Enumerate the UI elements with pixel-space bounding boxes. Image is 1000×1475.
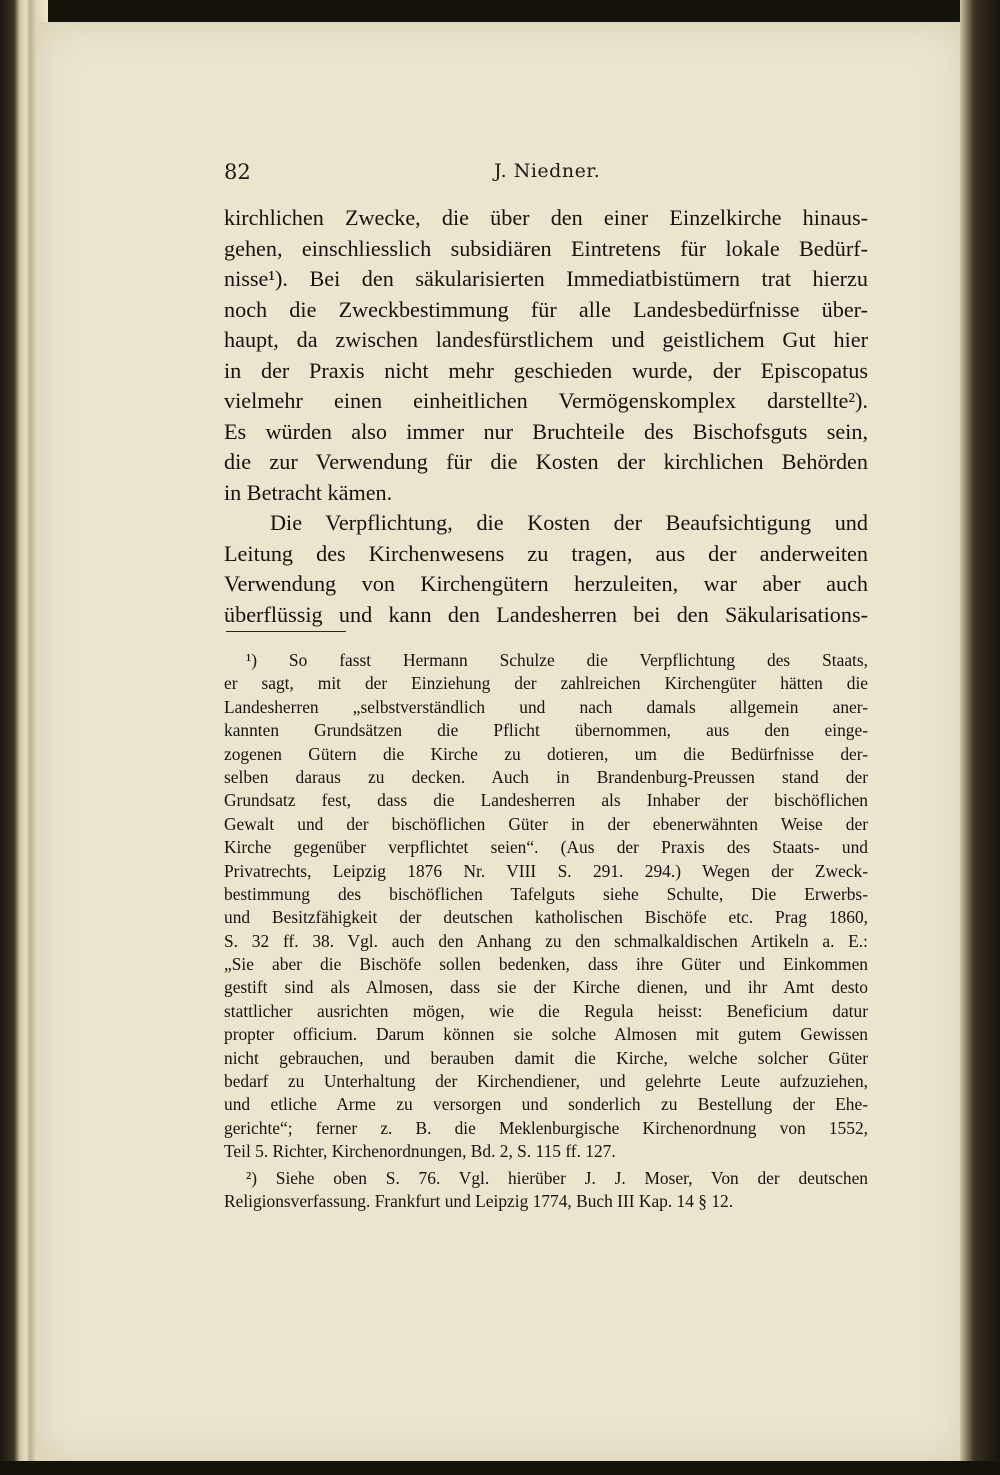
scan-bottom-margin [0,1461,1000,1475]
footnotes [224,649,868,1213]
text-line: Die Verpflichtung, die Kosten der Beaufsichtigung und [270,510,868,535]
text-line: nisse¹). Bei den säkularisierten Immediatbistümern trat hierzu [224,266,868,291]
footnote-line: Grundsatz fest, dass die Landesherren als Inhaber der bischöflichen [224,790,868,811]
footnote-line: propter officium. Darum können sie solche Almosen mit gutem Gewissen [224,1024,868,1045]
scan-top-margin [0,0,1000,22]
text-line: gehen, einschliesslich subsidiären Eintretens für lokale Bedürf- [224,235,868,261]
page-number: 82 [224,160,251,184]
footnote-line: bestimmung des bischöflichen Tafelguts siehe Schulte, Die Erwerbs- [224,883,868,904]
main-text [224,203,868,630]
footnote-line: Landesherren „selbstverständlich und nach damals allgemein aner- [224,696,868,717]
footnote-line: Privatrechts, Leipzig 1876 Nr. VIII S. 291. 294.) Wegen der Zweck- [224,860,868,881]
text-line: in Betracht kämen. [224,479,393,505]
text-line: in der Praxis nicht mehr geschieden wurde, der Episcopatus [224,357,868,383]
page-header [224,160,864,188]
footnote-separator [226,631,346,632]
footnote-line: kannten Grundsätzen die Pflicht übernommen, aus den einge- [224,720,868,741]
footnote-line: ²) Siehe oben S. 76. Vgl. hierüber J. J. Moser, Von der deutschen [246,1167,868,1188]
text-line: Leitung des Kirchenwesens zu tragen, aus der anderweiten [224,540,868,566]
footnote-line: Teil 5. Richter, Kirchenordnungen, Bd. 2, S. 115 ff. 127. [224,1141,616,1162]
footnote-line: zogenen Gütern die Kirche zu dotieren, um die Bedürfnisse der- [224,743,868,764]
footnote-line: und etliche Arme zu versorgen und sonderlich zu Bestellung der Ehe- [224,1094,868,1115]
text-line: haupt, da zwischen landesfürstlichem und geistlichem Gut hier [224,327,868,352]
footnote-line: Kirche gegenüber verpflichtet seien“. (Aus der Praxis des Staats- und [224,837,868,858]
text-line: kirchlichen Zwecke, die über den einer Einzelkirche hinaus- [224,205,868,230]
text-line: überflüssig und kann den Landesherren bei den Säkularisations- [224,601,868,627]
text-line: noch die Zweckbestimmung für alle Landesbedürfnisse über- [224,296,868,322]
footnote-line: selben daraus zu decken. Auch in Brandenburg-Preussen stand der [224,766,868,787]
footnote-line: nicht gebrauchen, und berauben damit die Kirche, welche solcher Güter [224,1047,868,1068]
footnote-line: „Sie aber die Bischöfe sollen bedenken, dass ihre Güter und Einkommen [224,954,868,975]
footnote-line: ¹) So fasst Hermann Schulze die Verpflichtung des Staats, [246,650,868,670]
footnote-1 [224,649,868,1164]
text-line: die zur Verwendung für die Kosten der kirchlichen Behörden [224,449,868,474]
footnote-line: S. 32 ff. 38. Vgl. auch den Anhang zu den schmalkaldischen Artikeln a. E.: [224,930,868,951]
text-line: Verwendung von Kirchengütern herzuleiten, war aber auch [224,571,868,596]
footnote-line: bedarf zu Unterhaltung der Kirchendiener, und gelehrte Leute aufzuziehen, [224,1071,868,1092]
footnote-line: und Besitzfähigkeit der deutschen katholischen Bischöfe etc. Prag 1860, [224,907,868,928]
footnote-line: stattlicher ausrichten mögen, wie die Regula heisst: Beneficium datur [224,1000,868,1021]
text-line: vielmehr einen einheitlichen Vermögenskomplex darstellte²). [224,388,868,413]
footnote-line: gestift sind als Almosen, dass sie der Kirche dienen, und ihr Amt desto [224,977,868,998]
footnote-line: Religionsverfassung. Frankfurt und Leipzig 1774, Buch III Kap. 14 § 12. [224,1190,734,1211]
book-spine [960,0,1000,1475]
footnote-line: Gewalt und der bischöflichen Güter in der ebenerwähnten Weise der [224,813,868,834]
footnote-2 [224,1167,868,1214]
text-line: Es würden also immer nur Bruchteile des Bischofsguts sein, [224,418,868,444]
footnote-line: gerichte“; ferner z. B. die Meklenburgische Kirchenordnung von 1552, [224,1117,868,1138]
footnote-line: er sagt, mit der Einziehung der zahlreichen Kirchengüter hätten die [224,673,868,694]
running-head: J. Niedner. [494,160,601,182]
